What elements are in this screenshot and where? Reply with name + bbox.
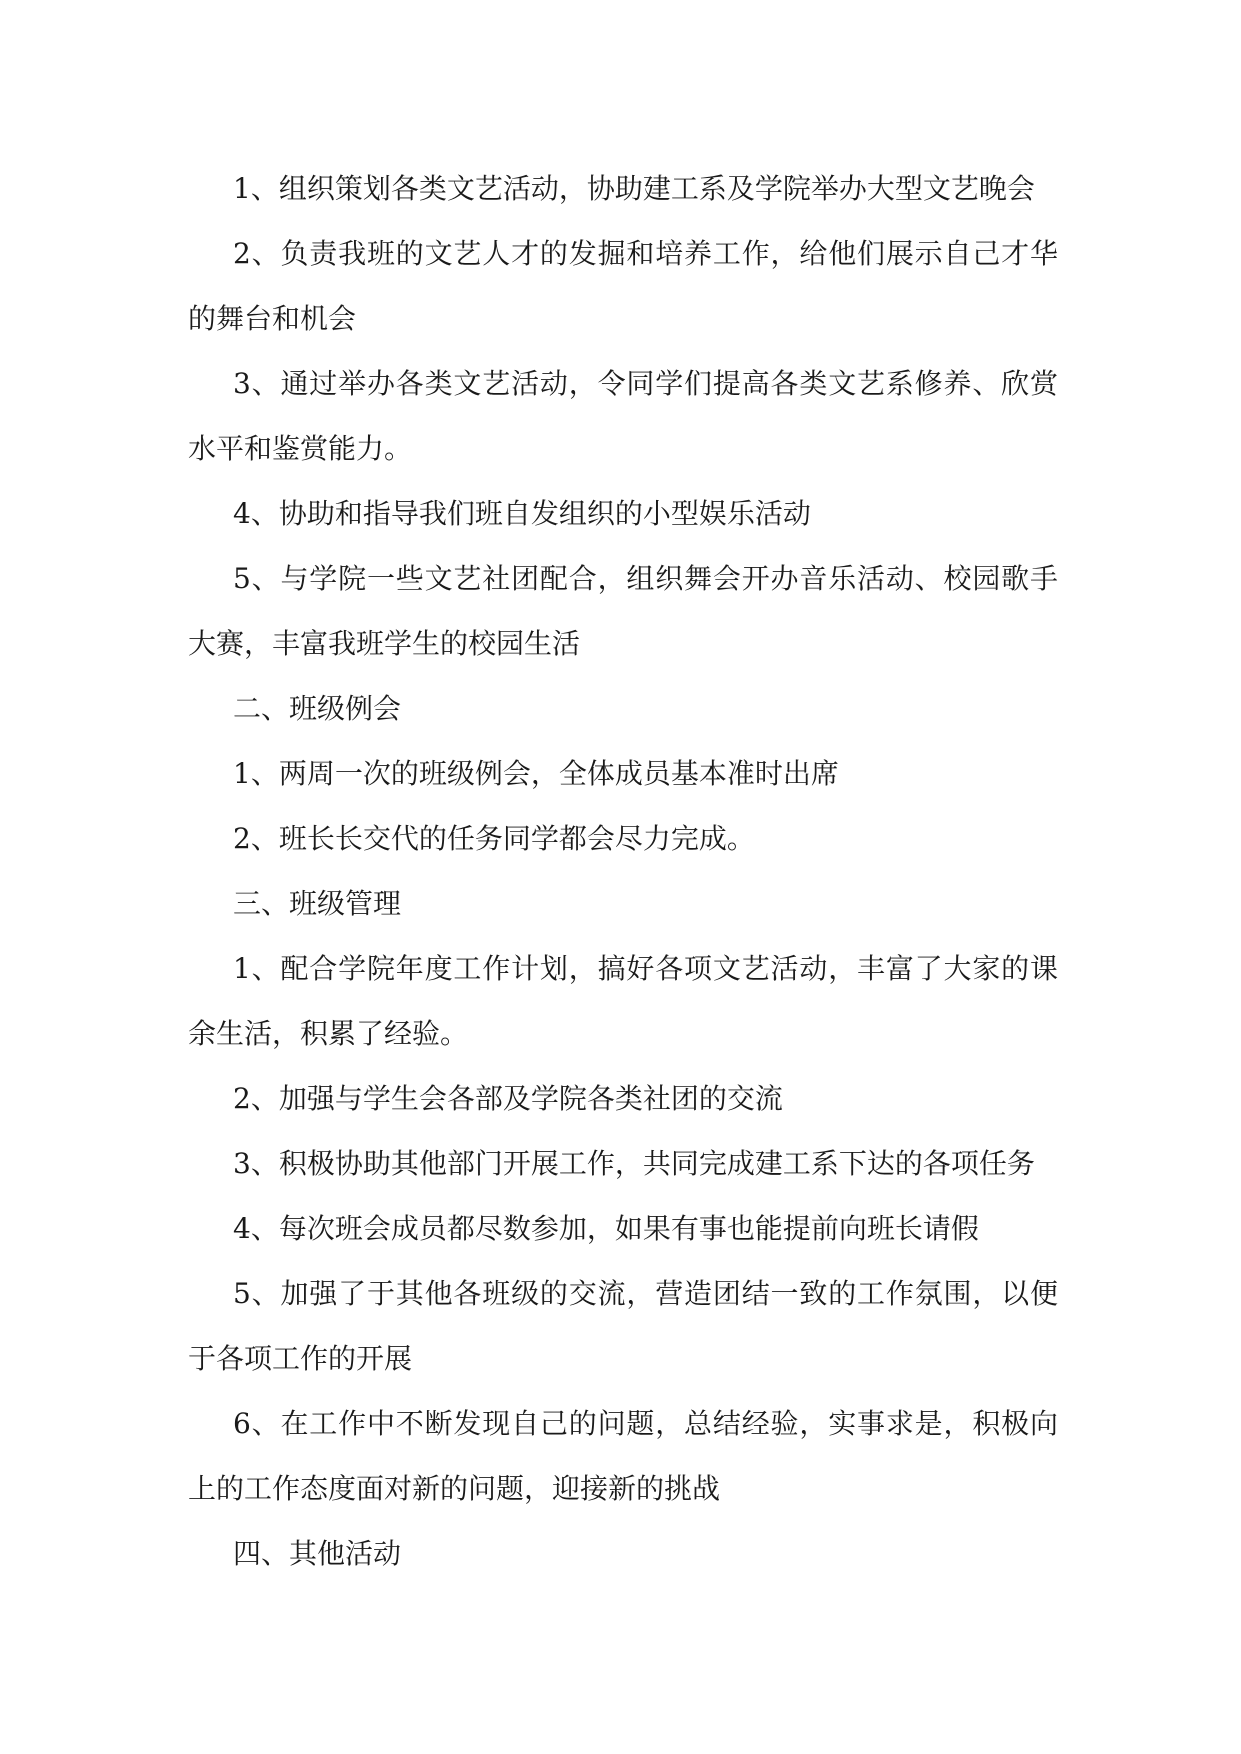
section-heading-3: 三、班级管理 (233, 887, 402, 920)
paragraph-item-1: 1、组织策划各类文艺活动，协助建工系及学院举办大型文艺晚会 (233, 172, 1035, 205)
paragraph-item-12: 5、加强了于其他各班级的交流，营造团结一致的工作氛围，以便于各项工作的开展 (188, 1277, 1058, 1375)
paragraph-item-5: 5、与学院一些文艺社团配合，组织舞会开办音乐活动、校园歌手大赛，丰富我班学生的校园生活 (188, 562, 1058, 660)
paragraph-item-3: 3、通过举办各类文艺活动，令同学们提高各类文艺系修养、欣赏水平和鉴赏能力。 (188, 367, 1058, 465)
paragraph-item-10: 3、积极协助其他部门开展工作，共同完成建工系下达的各项任务 (233, 1147, 1035, 1180)
paragraph-item-6: 1、两周一次的班级例会，全体成员基本准时出席 (233, 757, 839, 790)
section-heading-4: 四、其他活动 (233, 1537, 402, 1570)
document-body (188, 156, 1058, 1586)
paragraph-item-2: 2、负责我班的文艺人才的发掘和培养工作，给他们展示自己才华的舞台和机会 (188, 237, 1058, 335)
section-heading-2: 二、班级例会 (233, 692, 402, 725)
paragraph-item-8: 1、配合学院年度工作计划，搞好各项文艺活动，丰富了大家的课余生活，积累了经验。 (188, 952, 1058, 1050)
paragraph-item-9: 2、加强与学生会各部及学院各类社团的交流 (233, 1082, 783, 1115)
paragraph-item-11: 4、每次班会成员都尽数参加，如果有事也能提前向班长请假 (233, 1212, 979, 1245)
paragraph-item-4: 4、协助和指导我们班自发组织的小型娱乐活动 (233, 497, 811, 530)
paragraph-item-13: 6、在工作中不断发现自己的问题，总结经验，实事求是，积极向上的工作态度面对新的问题，迎接新的挑战 (188, 1407, 1058, 1505)
paragraph-item-7: 2、班长长交代的任务同学都会尽力完成。 (233, 822, 755, 855)
